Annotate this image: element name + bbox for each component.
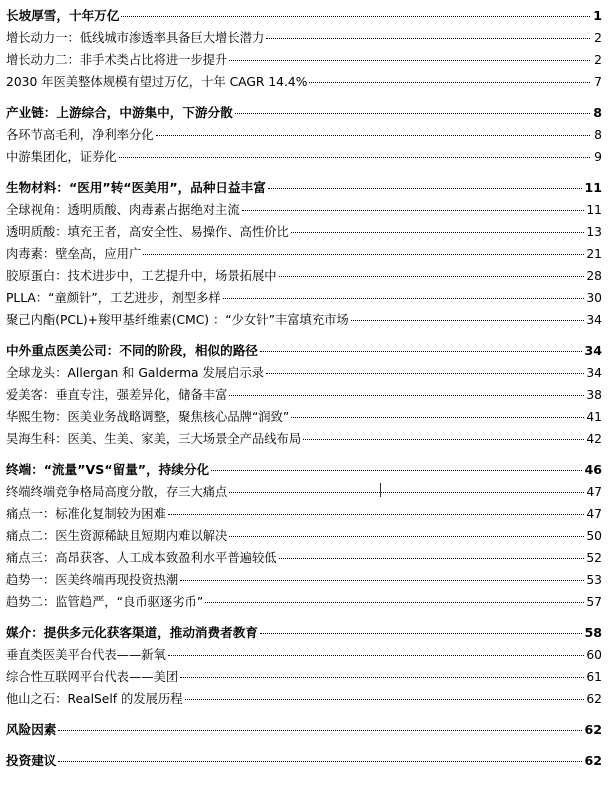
dot-leader [143, 254, 584, 255]
toc-entry-title: 综合性互联网平台代表——美团 [6, 670, 179, 684]
toc-entry-title: 透明质酸：填充王者，高安全性、易操作、高性价比 [6, 225, 289, 239]
dot-leader [303, 439, 584, 440]
dot-leader [235, 113, 590, 114]
page-number: 60 [586, 648, 602, 662]
toc-section-entry[interactable] [6, 750, 602, 772]
page-number: 38 [586, 388, 602, 402]
page-number: 1 [593, 8, 602, 23]
dot-leader [291, 417, 584, 418]
toc-entry-title: 胶原蛋白：技术进步中，工艺提升中，场景拓展中 [6, 269, 277, 283]
toc-entry-title: 痛点三：高昂获客、人工成本致盈利水平普遍较低 [6, 551, 277, 565]
section-gap [6, 450, 602, 459]
toc-entry-title: 昊海生科：医美、生美、家美，三大场景全产品线布局 [6, 432, 302, 446]
toc-entry[interactable] [6, 27, 602, 49]
toc-entry[interactable] [6, 221, 602, 243]
page-number: 11 [586, 203, 602, 217]
page-number: 52 [586, 551, 602, 565]
toc-entry[interactable] [6, 688, 602, 710]
toc-section-title: 媒介：提供多元化获客渠道，推动消费者教育 [6, 625, 258, 640]
toc-entry[interactable] [6, 71, 602, 93]
toc-entry-title: 他山之石：RealSelf 的发展历程 [6, 692, 183, 706]
page-number: 8 [594, 128, 602, 142]
toc-entry[interactable] [6, 287, 602, 309]
dot-leader [351, 320, 585, 321]
toc-entry[interactable] [6, 666, 602, 688]
page-number: 13 [586, 225, 602, 239]
dot-leader [268, 188, 583, 189]
page-number: 57 [586, 595, 602, 609]
toc-section-entry[interactable] [6, 340, 602, 362]
toc-entry[interactable] [6, 124, 602, 146]
toc-section-entry[interactable] [6, 5, 602, 27]
toc-section-entry[interactable] [6, 102, 602, 124]
toc-entry-title: 终端终端竞争格局高度分散，存三大痛点 [6, 485, 228, 499]
page-number: 62 [584, 722, 602, 737]
section-gap [6, 168, 602, 177]
dot-leader [180, 580, 584, 581]
toc-section-entry[interactable] [6, 459, 602, 481]
dot-leader [119, 157, 590, 158]
toc-entry-title: 华熙生物：医美业务战略调整，聚焦核心品牌“润致” [6, 410, 290, 424]
dot-leader [266, 38, 590, 39]
toc-section-entry[interactable] [6, 719, 602, 741]
dot-leader [58, 761, 582, 762]
page-number: 34 [586, 366, 602, 380]
toc-section-title: 终端：“流量”VS“留量”，持续分化 [6, 462, 210, 477]
toc-entry[interactable] [6, 406, 602, 428]
dot-leader [229, 395, 584, 396]
page-number: 21 [586, 247, 602, 261]
toc-section-title: 风险因素 [6, 722, 57, 737]
dot-leader [180, 677, 584, 678]
toc-entry[interactable] [6, 362, 602, 384]
toc-entry[interactable] [6, 199, 602, 221]
table-of-contents [6, 5, 602, 772]
dot-leader [58, 730, 582, 731]
toc-entry-title: 增长动力一：低线城市渗透率具备巨大增长潜力 [6, 31, 265, 45]
section-gap [6, 710, 602, 719]
toc-entry[interactable] [6, 644, 602, 666]
dot-leader [291, 232, 585, 233]
toc-entry-title: 2030 年医美整体规模有望过万亿，十年 CAGR 14.4% [6, 75, 308, 89]
page-number: 34 [584, 343, 602, 358]
dot-leader [229, 60, 590, 61]
page-number: 62 [586, 692, 602, 706]
page-number: 41 [586, 410, 602, 424]
toc-section-title: 生物材料：“医用”转“医美用”，品种日益丰富 [6, 180, 266, 195]
toc-entry-title: 全球龙头：Allergan 和 Galderma 发展启示录 [6, 366, 264, 380]
dot-leader [185, 699, 585, 700]
dot-leader [260, 633, 583, 634]
toc-entry-title: 增长动力二：非手术类占比将进一步提升 [6, 53, 228, 67]
page-number: 61 [586, 670, 602, 684]
dot-leader [279, 276, 585, 277]
toc-entry[interactable] [6, 569, 602, 591]
page-number: 2 [594, 31, 602, 45]
page-number: 46 [584, 462, 602, 477]
toc-section-title: 产业链：上游综合，中游集中，下游分散 [6, 105, 233, 120]
toc-entry-title: 肉毒素：壁垒高，应用广 [6, 247, 142, 261]
dot-leader [229, 492, 584, 493]
toc-entry-title: 痛点一：标准化复制较为困难 [6, 507, 166, 521]
toc-entry-title: 聚己内酯(PCL)+羧甲基纤维素(CMC) ：“少女针”丰富填充市场 [6, 313, 349, 327]
dot-leader [168, 655, 584, 656]
toc-entry[interactable] [6, 591, 602, 613]
page-number: 9 [594, 150, 602, 164]
page-number: 8 [593, 105, 602, 120]
page-number: 28 [586, 269, 602, 283]
page-number: 7 [594, 75, 602, 89]
toc-entry[interactable] [6, 428, 602, 450]
page-number: 53 [586, 573, 602, 587]
toc-entry[interactable] [6, 309, 602, 331]
page-number: 47 [586, 507, 602, 521]
toc-entry[interactable] [6, 503, 602, 525]
page-number: 58 [584, 625, 602, 640]
toc-entry-title: 趋势二：监管趋严，“良币驱逐劣币” [6, 595, 204, 609]
page-number: 47 [586, 485, 602, 499]
text-cursor [380, 483, 381, 497]
page-number: 34 [586, 313, 602, 327]
toc-entry-title: 中游集团化，证券化 [6, 150, 117, 164]
section-gap [6, 331, 602, 340]
toc-entry[interactable] [6, 384, 602, 406]
dot-leader [266, 373, 584, 374]
toc-section-entry[interactable] [6, 622, 602, 644]
dot-leader [168, 514, 584, 515]
toc-section-title: 长坡厚雪，十年万亿 [6, 8, 120, 23]
toc-entry[interactable] [6, 49, 602, 71]
section-gap [6, 741, 602, 750]
toc-entry[interactable] [6, 525, 602, 547]
page-number: 30 [586, 291, 602, 305]
dot-leader [211, 470, 582, 471]
dot-leader [229, 536, 584, 537]
toc-section-entry[interactable] [6, 177, 602, 199]
dot-leader [242, 210, 585, 211]
toc-section-title: 投资建议 [6, 753, 57, 768]
page-number: 62 [584, 753, 602, 768]
toc-entry-title: 全球视角：透明质酸、肉毒素占据绝对主流 [6, 203, 240, 217]
page-number: 2 [594, 53, 602, 67]
toc-entry[interactable] [6, 146, 602, 168]
dot-leader [279, 558, 585, 559]
page-number: 42 [586, 432, 602, 446]
toc-entry[interactable] [6, 243, 602, 265]
toc-entry[interactable] [6, 481, 602, 503]
page-number: 50 [586, 529, 602, 543]
page-number: 11 [584, 180, 602, 195]
toc-entry-title: 垂直类医美平台代表——新氧 [6, 648, 166, 662]
dot-leader [223, 298, 585, 299]
section-gap [6, 93, 602, 102]
toc-entry-title: PLLA：“童颜针”，工艺进步，剂型多样 [6, 291, 221, 305]
section-gap [6, 613, 602, 622]
dot-leader [260, 351, 583, 352]
dot-leader [309, 82, 590, 83]
toc-entry[interactable] [6, 547, 602, 569]
toc-entry-title: 爱美客：垂直专注，强差异化，储备丰富 [6, 388, 228, 402]
dot-leader [205, 602, 584, 603]
dot-leader [156, 135, 590, 136]
toc-entry-title: 各环节高毛利，净利率分化 [6, 128, 154, 142]
toc-entry-title: 痛点二：医生资源稀缺且短期内难以解决 [6, 529, 228, 543]
toc-entry-title: 趋势一：医美终端再现投资热潮 [6, 573, 179, 587]
dot-leader [121, 16, 590, 17]
toc-entry[interactable] [6, 265, 602, 287]
toc-section-title: 中外重点医美公司：不同的阶段，相似的路径 [6, 343, 258, 358]
